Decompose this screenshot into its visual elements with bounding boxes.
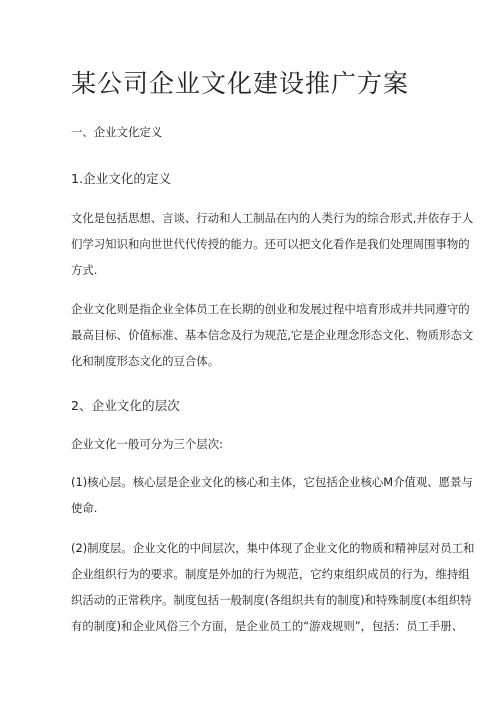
paragraph-line: (1)核心层。核心层是企业文化的核心和主体，它包括企业核心M介值观、愿景与 xyxy=(71,475,473,489)
paragraph-line: 使命. xyxy=(71,501,98,515)
paragraph-line: 织活动的正常秩序。制度包括一般制度(各组织共有的制度)和特殊制度(本组织特 xyxy=(71,593,472,607)
paragraph-line: 企业文化则是指企业全体员工在长期的创业和发展过程中培育形成并共同遵守的 xyxy=(71,302,470,316)
subsection-heading: 1.企业文化的定义 xyxy=(71,171,172,186)
paragraph-line: 企业文化一般可分为三个层次: xyxy=(71,437,223,451)
paragraph-line: 方式. xyxy=(71,263,98,277)
paragraph-line: 化和制度形态文化的豆合体。 xyxy=(71,354,220,368)
paragraph-line: 最高目标、价值标准、基本信念及行为规范,它是企业理念形态文化、物质形态文 xyxy=(71,328,474,342)
document-title: 某公司企业文化建设推广方案 xyxy=(71,69,410,98)
section-heading: 一、企业文化定义 xyxy=(71,125,163,139)
paragraph-line: 有的制度)和企业风俗三个方面，是企业员工的“游戏规则”，包括：员工手册、 xyxy=(71,619,464,633)
paragraph-line: 文化是包括思想、言谈、行动和人工制品在内的人类行为的综合形式,并依存于人 xyxy=(71,211,474,225)
paragraph-line: (2)制度层。企业文化的中间层次，集中体现了企业文化的物质和精神层对员工和 xyxy=(71,541,475,555)
paragraph-line: 企业组织行为的要求。制度是外加的行为规范，它约束组织成员的行为，维持组 xyxy=(71,567,470,581)
paragraph-line: 们学习知识和向世世代代传授的能力。还可以把文化看作是我们处理周围事物的 xyxy=(71,237,470,251)
subsection-heading: 2、企业文化的层次 xyxy=(71,398,180,413)
